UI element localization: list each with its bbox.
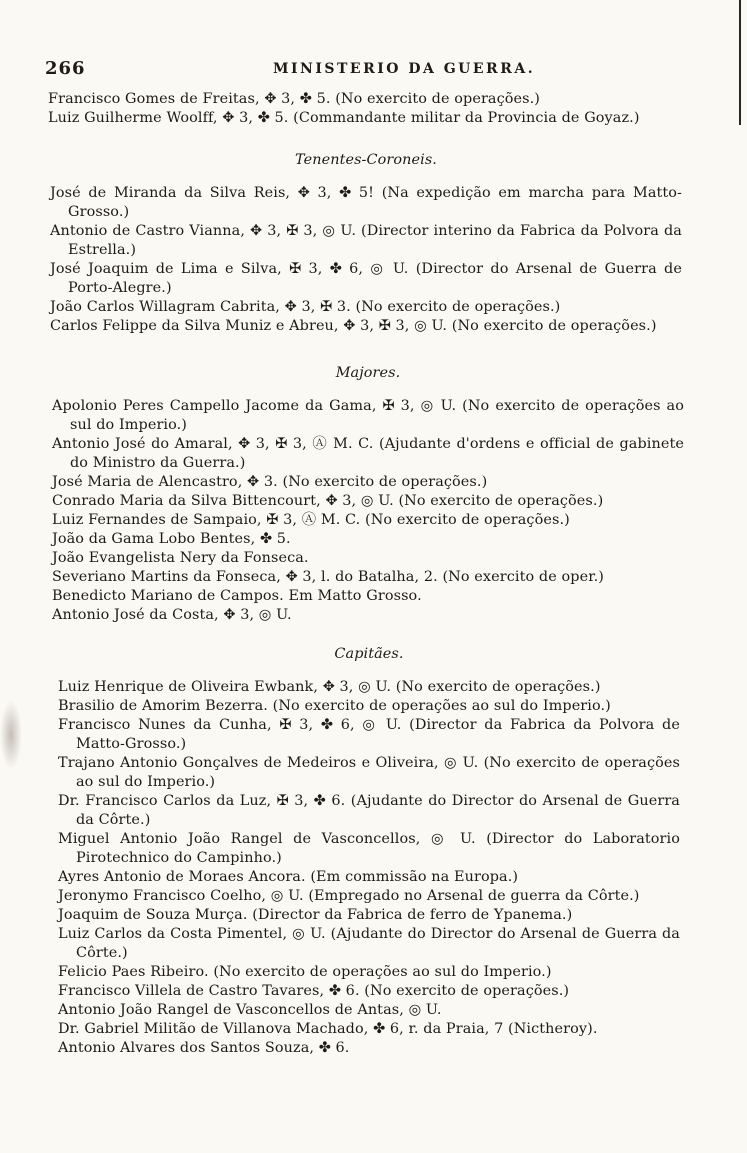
list-item: Antonio José do Amaral, ✥ 3, ✠ 3, Ⓐ M. C. (Ajudante d'ordens e official de gabinete do Ministro da Guerra.) <box>52 436 684 471</box>
section-capitaes <box>58 645 680 1058</box>
list-item: Francisco Gomes de Freitas, ✥ 3, ✤ 5. (No exercito de operações.) <box>48 91 541 107</box>
list-item: Luiz Henrique de Oliveira Ewbank, ✥ 3, ◎ U. (No exercito de operações.) <box>58 679 601 695</box>
page-header <box>45 58 685 80</box>
page-stain <box>0 700 22 770</box>
section-title: Capitães. <box>334 646 404 662</box>
list-item: Conrado Maria da Silva Bittencourt, ✥ 3, ◎ U. (No exercito de operações.) <box>52 493 604 509</box>
list-item: José Joaquim de Lima e Silva, ✠ 3, ✤ 6, ◎ U. (Director do Arsenal de Guerra de Porto-Alegre.) <box>50 261 682 296</box>
list-item: Luiz Carlos da Costa Pimentel, ◎ U. (Ajudante do Director do Arsenal de Guerra da Côrte.) <box>58 926 680 961</box>
list-item: João Evangelista Nery da Fonseca. <box>52 550 309 566</box>
running-title: MINISTERIO DA GUERRA. <box>273 61 536 77</box>
section-majores <box>52 364 684 625</box>
list-item: Benedicto Mariano de Campos. Em Matto Grosso. <box>52 588 422 604</box>
list-item: José de Miranda da Silva Reis, ✥ 3, ✤ 5! (Na expedição em marcha para Matto-Grosso.) <box>50 185 682 220</box>
list-item: Antonio de Castro Vianna, ✥ 3, ✠ 3, ◎ U. (Director interino da Fabrica da Polvora da Estrella.) <box>50 223 682 258</box>
list-item: Joaquim de Souza Murça. (Director da Fabrica de ferro de Ypanema.) <box>58 907 573 923</box>
list-item: Francisco Villela de Castro Tavares, ✤ 6. (No exercito de operações.) <box>58 983 570 999</box>
list-item: Antonio Alvares dos Santos Souza, ✤ 6. <box>58 1040 350 1056</box>
page-edge-rule <box>739 0 741 125</box>
list-item: Antonio João Rangel de Vasconcellos de Antas, ◎ U. <box>58 1002 442 1018</box>
list-item: João da Gama Lobo Bentes, ✤ 5. <box>52 531 291 547</box>
section-title: Majores. <box>335 365 401 381</box>
list-item: Felicio Paes Ribeiro. (No exercito de operações ao sul do Imperio.) <box>58 964 552 980</box>
list-item: Trajano Antonio Gonçalves de Medeiros e Oliveira, ◎ U. (No exercito de operações ao sul do Imperio.) <box>58 755 680 790</box>
list-item: João Carlos Willagram Cabrita, ✥ 3, ✠ 3. (No exercito de operações.) <box>50 299 561 315</box>
list-item: Dr. Gabriel Militão de Villanova Machado, ✤ 6, r. da Praia, 7 (Nictheroy). <box>58 1021 598 1037</box>
list-item: Miguel Antonio João Rangel de Vasconcellos, ◎ U. (Director do Laboratorio Pirotechnico do Campinho.) <box>58 831 680 866</box>
list-item: José Maria de Alencastro, ✥ 3. (No exercito de operações.) <box>52 474 488 490</box>
list-item: Severiano Martins da Fonseca, ✥ 3, l. do Batalha, 2. (No exercito de oper.) <box>52 569 604 585</box>
section-title: Tenentes-Coroneis. <box>295 152 437 168</box>
list-item: Dr. Francisco Carlos da Luz, ✠ 3, ✤ 6. (Ajudante do Director do Arsenal de Guerra da Côrte.) <box>58 793 680 828</box>
intro-entries <box>48 90 680 128</box>
page-number: 266 <box>45 58 86 79</box>
list-item: Francisco Nunes da Cunha, ✠ 3, ✤ 6, ◎ U. (Director da Fabrica da Polvora de Matto-Grosso.) <box>58 717 680 752</box>
list-item: Luiz Fernandes de Sampaio, ✠ 3, Ⓐ M. C. (No exercito de operações.) <box>52 512 570 528</box>
list-item: Ayres Antonio de Moraes Ancora. (Em commissão na Europa.) <box>58 869 519 885</box>
list-item: Brasilio de Amorim Bezerra. (No exercito de operações ao sul do Imperio.) <box>58 698 611 714</box>
list-item: Luiz Guilherme Woolff, ✥ 3, ✤ 5. (Commandante militar da Provincia de Goyaz.) <box>48 110 640 126</box>
section-tenentes-coroneis <box>50 151 682 336</box>
list-item: Jeronymo Francisco Coelho, ◎ U. (Empregado no Arsenal de guerra da Côrte.) <box>58 888 640 904</box>
list-item: Apolonio Peres Campello Jacome da Gama, ✠ 3, ◎ U. (No exercito de operações ao sul do Imperio.) <box>52 398 684 433</box>
list-item: Carlos Felippe da Silva Muniz e Abreu, ✥ 3, ✠ 3, ◎ U. (No exercito de operações.) <box>50 318 657 334</box>
list-item: Antonio José da Costa, ✥ 3, ◎ U. <box>52 607 292 623</box>
